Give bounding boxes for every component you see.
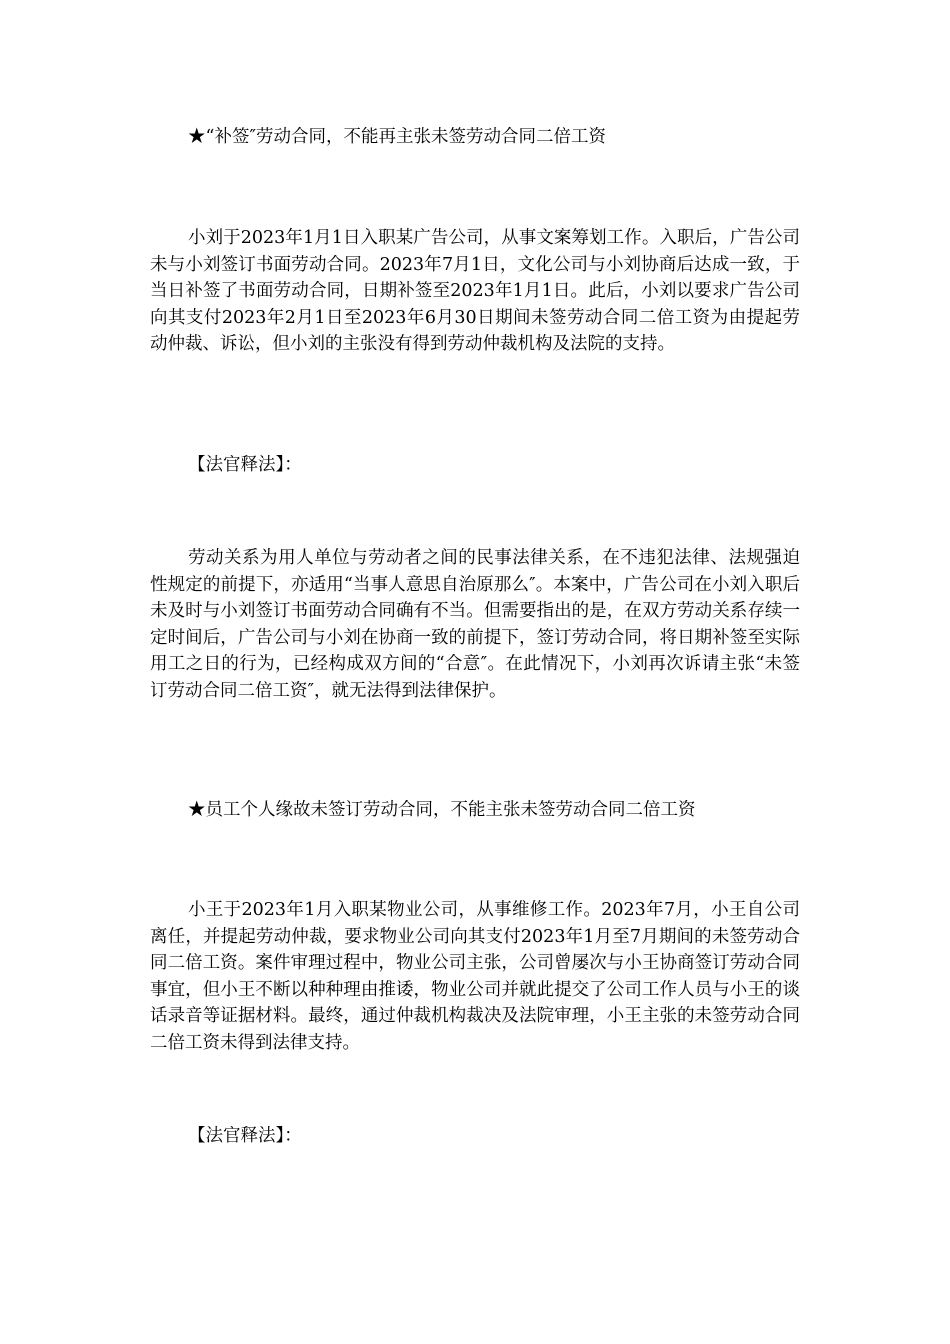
section-1-judge-label: 【法官释法】： <box>188 455 302 475</box>
section-2-case-paragraph: 小王于2023年1月入职某物业公司，从事维修工作。2023年7月，小王自公司离任，并提起劳动仲裁，要求物业公司向其支付2023年1月至7月期间的未签劳动合同二倍工资。案件审理过程中，物业公司主张，公司曾屡次与小王协商签订劳动合同事宜，但小王不断以种种理由推诿，物业公司并就此提交了公司工作人员与小王的谈话录音等证据材料。最终，通过仲裁机构裁决及法院审理，小王主张的未签劳动合同二倍工资未得到法律支持。 <box>150 900 800 1053</box>
section-1-heading: ★“补签″劳动合同，不能再主张未签劳动合同二倍工资 <box>188 127 606 147</box>
section-2-judge-label: 【法官释法】： <box>188 1126 302 1146</box>
section-1-explanation-paragraph: 劳动关系为用人单位与劳动者之间的民事法律关系，在不违犯法律、法规强迫性规定的前提下，亦适用“当事人意思自治原那么″。本案中，广告公司在小刘入职后未及时与小刘签订书面劳动合同确有不当。但需要指出的是，在双方劳动关系存续一定时间后，广告公司与小刘在协商一致的前提下，签订劳动合同，将日期补签至实际用工之日的行为，已经构成双方间的“合意″。在此情况下，小刘再次诉请主张“未签订劳动合同二倍工资″，就无法得到法律保护。 <box>150 548 800 701</box>
section-1-case-paragraph: 小刘于2023年1月1日入职某广告公司，从事文案筹划工作。入职后，广告公司未与小刘签订书面劳动合同。2023年7月1日，文化公司与小刘协商后达成一致，于当日补签了书面劳动合同，日期补签至2023年1月1日。此后，小刘以要求广告公司向其支付2023年2月1日至2023年6月30日期间未签劳动合同二倍工资为由提起劳动仲裁、诉讼，但小刘的主张没有得到劳动仲裁机构及法院的支持。 <box>150 228 800 354</box>
section-2-heading: ★员工个人缘故未签订劳动合同，不能主张未签劳动合同二倍工资 <box>188 800 696 820</box>
